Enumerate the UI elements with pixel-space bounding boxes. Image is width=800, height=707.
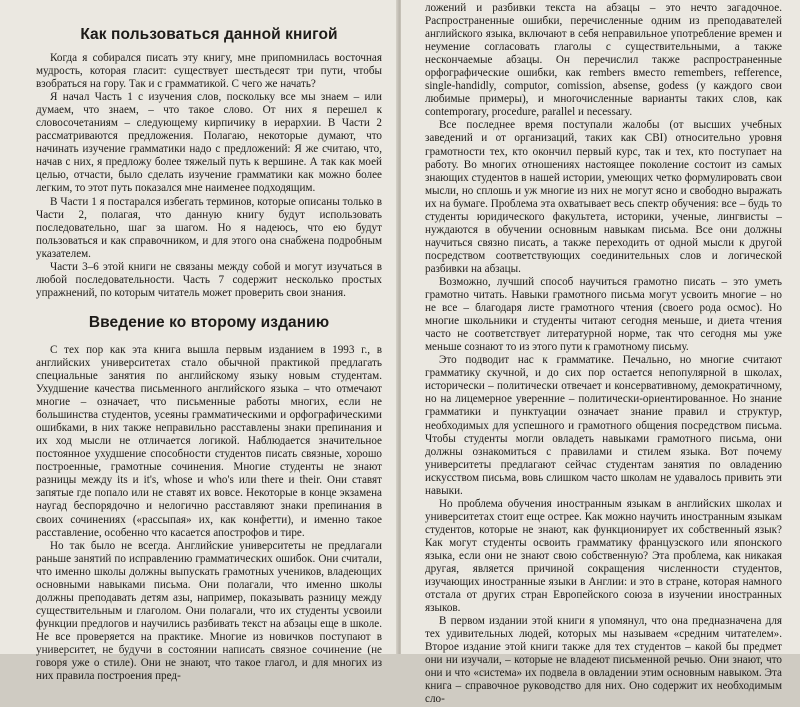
paragraph: Все последнее время поступали жалобы (от высших учебных заведений и от организаций, таких как CBI) относительно уровня грамотности тех, кто окончил первый курс, так и тех, кто поступает на работу. Во многих отношениях настоящее поколение состоит из самых знающих студентов в нашей истории, умеющих четко формулировать свои мысли, но сплошь и уж многие из них не могут ясно и свободно выражать их на бумаге. Проблема эта охватывает весь спектр обучения: все – будь то студенты юридического факультета, историки, ученые, лингвисты – нуждаются в обучении основным навыкам письма. Все они должны научиться связно писать, а также переходить от одной мысли к другой посредством соответствующих соединительных слов и логической разбивки на абзацы. (425, 119, 782, 275)
section-heading-second-edition: Введение ко второму изданию (88, 313, 330, 331)
right-page (401, 0, 800, 706)
paragraph: Но проблема обучения иностранным языкам в английских школах и университетах стоит еще острее. Как можно научить иностранным языкам студентов, которые не знают, как функционирует их собственный язык? Как могут студенты освоить грамматику французского или японского языка, если они не знают свою собственную? Эта проблема, как никакая другая, является причиной сокращения численности студентов, изучающих иностранные языки в Англии: и это в стране, которая намного отстала от других стран Европейского союза в изучении иностранных языков. (425, 497, 782, 615)
paragraph: ложений и разбивки текста на абзацы – это нечто загадочное. Распространенные ошибки, перечисленные одним из преподавателей английского языка, включают в себя неправильное употребление времен и неумение согласовать глаголы с существительными, а также нескончаемые абзацы. Он перечислил также распространенные орфографические ошибки, как rembers вместо remembers, refference, single-handidly, computor, comission, absense, godess (у каждого свои любимые примеры), и многочисленные варианты таких слов, как contemporary, procedure, parallel и necessary. (425, 2, 782, 119)
paragraph: Это подводит нас к грамматике. Печально, но многие считают грамматику скучной, и до сих пор остается непопулярной в школах, исторически – политически отвечает и консервативному, демократичному, но на лицемерное уверенние – политически-ориентированное. Но знание грамматики и пунктуации означает знание правил и структур, необходимых для успешного и грамотного общения посредством письма. Чтобы студенты могли овладеть навыками грамотного письма, они должны ознакомиться с правилами и стилем языка. Вот почему университеты предлагают сейчас студентам занятия по овладению искусством письма, вовь слишком часто школам не удавалось привить эти навыки. (425, 354, 782, 497)
paragraph: Части 3–6 этой книги не связаны между собой и могут изучаться в любой последовательности. Часть 7 содержит несколько простых упражнений, по которым читатель может проверить свои знания. (36, 260, 382, 299)
paragraph: Но так было не всегда. Английские университеты не предлагали раньше занятий по исправлению грамматических ошибок. Они считали, что именно школы должны выпускать грамотных учеников, владеющих основными навыками письма. Они полагали, что именно школы должны преподавать детям азы, например, показывать разницу между существительным и глаголом. Они полагали, что их студенты усвоили функции предлогов и научились разбивать текст на абзацы еще в школе. Не все проверяется на практике. Многие из новичков поступают в университет, не будучи в состоянии написать связное сочинение (не говоря уже о стиле). Они не знают, что такое глагол, и для многих из них правила построения пред- (36, 539, 382, 683)
paragraph: В первом издании этой книги я упомянул, что она предназначена для тех удивительных людей, которых мы называем «средним читателем». Второе издание этой книги также для тех студентов – какой бы предмет они ни изучали, – которые не владеют письменной речью. Они знают, что они и что «система» их подвела в овладении этим основным навыком. Эта книга – справочное руководство для них. Оно содержит их необходимым сло- (425, 615, 782, 706)
paragraph: Когда я собирался писать эту книгу, мне припомнилась восточная мудрость, которая гласит: существует шестьдесят три пути, чтобы взобраться на гору. Так и с грамматикой. С чего же начать? (36, 52, 382, 91)
section-heading-how-to-use: Как пользоваться данной книгой (80, 26, 338, 43)
paragraph: Возможно, лучший способ научиться грамотно писать – это уметь грамотно читать. Навыки грамотного письма могут усвоить многие – но не все – благодаря листе грамотного чтения (своего рода осмос). Но многие школьники и студенты читают сегодня меньше, и диета чтения часто не соответствует литературной норме, так что сегодня мы уже меньше сознают то из этого пути к грамотному письму. (425, 275, 782, 354)
left-page (0, 0, 398, 683)
paragraph: Я начал Часть 1 с изучения слов, поскольку все мы знаем – или думаем, что знаем, – что такое слово. От них я перешел к словосочетаниям – следующему кирпичику в иерархии. В Части 2 рассматриваются предложения. Полагаю, некоторые думают, что начинать изучение грамматики надо с предложений: Я же считаю, что, начав с них, я предложу более тяжелый путь к вершине. А так как моей целью, отчасти, было сделать изучение грамматики как можно более легким, то этот путь показался мне наименее подходящим. (36, 91, 382, 195)
paragraph: В Части 1 я постарался избегать терминов, которые описаны только в Части 2, полагая, что данную книгу будут использовать последовательно, шаг за шагом. Но я надеюсь, что ею будут пользоваться и как справочником, и для этого она снабжена подробным указателем. (36, 195, 382, 260)
paragraph: С тех пор как эта книга вышла первым изданием в 1993 г., в английских университетах стало обычной практикой предлагать специальные занятия по английскому языку новым студентам. Ухудшение качества письменного английского языка – что отмечают многие – означает, что письменные работы многих, если не большинства студентов, усеяны грамматическими и орфографическими ошибками, в них также неправильно расставлены знаки препинания и их ход мысли не отличается логикой. Наблюдается значительное постоянное ухудшение способности студентов писать связные, хорошо построенные, грамотные сочинения. Многие студенты не знают разницы между its и it's, whose и who's или there и their. Они ставят запятые где попало или не ставят их вовсе. Некоторые в конце экзамена наугад беспорядочно и нелогично расставляют знаки препинания в своих сочинениях («рассыпая» их, как конфетти), и именно такое расставление, особенно что касается апострофов и тире. (36, 343, 382, 539)
